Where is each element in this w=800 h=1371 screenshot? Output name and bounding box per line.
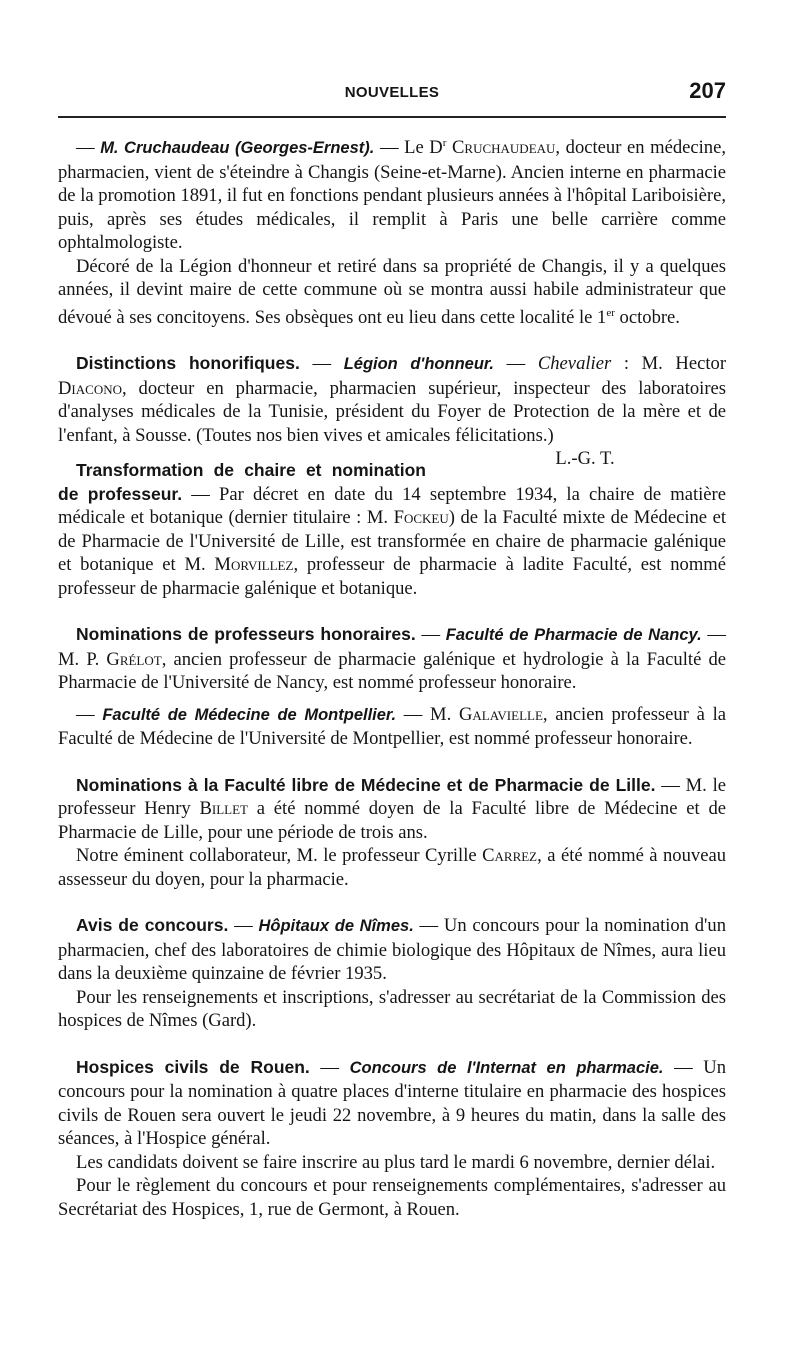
person-name: Diacono xyxy=(58,377,122,399)
transformation-section xyxy=(58,459,726,600)
lille-paragraph-2: Notre éminent collaborateur, M. le professeur Cyrille Carrez, a été nommé à nouveau assesseur du doyen, pour la pharmacie. xyxy=(58,845,726,890)
person-name: Morvillez xyxy=(214,554,294,576)
obituary-paragraph-1: — M. Cruchaudeau (Georges-Ernest). — Le $D^r$ Cruchaudeau, docteur en médecine, pharmacien, vient de s'éteindre à Changis (Seine-et-Marne). Ancien interne en pharmacie de la promotion 1891, il fut en fonctions pendant plusieurs années à l'hôpital Lariboisière, puis, après ses études médicales, il remplit à Paris une belle carrière comme ophtalmologiste. xyxy=(58,137,727,254)
transformation-heading: Transformation de chaire et nomination de professeur. xyxy=(58,460,426,504)
person-name: Cruchaudeau xyxy=(452,137,556,159)
concours-paragraph-1: Avis de concours. — Hôpitaux de Nîmes. — Un concours pour la nomination d'un pharmacien, chef des laboratoires de chimie biologique des Hôpitaux de Nîmes, aura lieu dans la deuxième quinzaine de février 1935. xyxy=(58,915,727,985)
obituary-cruchaudeau xyxy=(58,132,726,329)
transformation-paragraph: Transformation de chaire et nomination de professeur. — Par décret en date du 14 septembre 1934, la chaire de matière médicale et botanique (dernier titulaire : M. Fockeu) de la Faculté mixte de Médecine et de Pharmacie de l'Université de Lille, est transformée en chaire de pharmacie galénique et botanique et M. Morvillez, professeur de pharmacie à ladite Faculté, est nommé professeur de pharmacie galénique et botanique. xyxy=(58,460,726,599)
lille-section xyxy=(58,774,726,892)
person-name: Grélot xyxy=(106,648,162,670)
signature: L.-G. T. xyxy=(555,448,615,470)
person-name: Galavielle xyxy=(458,703,543,725)
honoraires-section xyxy=(58,623,726,751)
honoraires-heading: Nominations de professeurs honoraires. xyxy=(76,624,416,645)
distinctions-section xyxy=(58,352,727,470)
person-name: Fockeu xyxy=(393,507,449,529)
document-page xyxy=(58,72,726,1244)
concours-paragraph-2: Pour les renseignements et inscriptions, s'adresser au secrétariat de la Commission des hospices de Nîmes (Gard). xyxy=(58,986,726,1032)
person-name: Billet xyxy=(199,798,248,820)
page-header xyxy=(58,72,726,112)
rouen-paragraph-1: Hospices civils de Rouen. — Concours de l'Internat en pharmacie. — Un concours pour la nomination à quatre places d'interne titulaire en pharmacie des hospices civils de Rouen sera ouvert le jeudi 22 novembre, à 9 heures du matin, dans la salle des séances, à l'Hospice général. xyxy=(58,1056,727,1150)
rouen-section xyxy=(58,1056,726,1222)
lille-paragraph-1: Nominations à la Faculté libre de Médecine et de Pharmacie de Lille. — M. le professeur Henry Billet a été nommé doyen de la Faculté libre de Médecine et de Pharmacie de Lille, pour une période de trois ans. xyxy=(58,774,727,843)
page-number: 207 xyxy=(689,78,726,103)
person-name: Carrez xyxy=(482,845,538,867)
lille-heading: Nominations à la Faculté libre de Médecine et de Pharmacie de Lille. xyxy=(76,774,656,795)
rouen-paragraph-3: Pour le règlement du concours et pour renseignements complémentaires, s'adresser au Secrétariat des Hospices, 1, rue de Germont, à Rouen. xyxy=(58,1175,726,1220)
obituary-heading: M. Cruchaudeau (Georges-Ernest). xyxy=(100,139,375,158)
concours-heading: Avis de concours. xyxy=(76,915,229,936)
rouen-heading: Hospices civils de Rouen. xyxy=(76,1056,310,1077)
rouen-paragraph-2: Les candidats doivent se faire inscrire au plus tard le mardi 6 novembre, dernier délai. xyxy=(76,1151,716,1173)
honoraires-paragraph-1: Nominations de professeurs honoraires. — Faculté de Pharmacie de Nancy. — M. P. Grélot, ancien professeur de pharmacie galénique et hydrologie à la Faculté de Pharmacie de l'Université de Nancy, est nommé professeur honoraire. xyxy=(58,624,727,694)
header-rule xyxy=(58,116,726,118)
running-title: NOUVELLES xyxy=(344,84,440,101)
honoraires-paragraph-2: — Faculté de Médecine de Montpellier. — M. Galavielle, ancien professeur à la Faculté de Médecine de l'Université de Montpellier, est nommé professeur honoraire. xyxy=(58,703,726,750)
obituary-paragraph-2: Décoré de la Légion d'honneur et retiré dans sa propriété de Changis, il y a quelques années, il devint maire de cette commune où se montra aussi habile administrateur que dévoué à ses concitoyens. Ses obsèques ont eu lieu dans cette localité le 1er octobre. xyxy=(58,255,726,328)
distinctions-paragraph: Distinctions honorifiques. — Légion d'honneur. — Chevalier : M. Hector Diacono, docteur en pharmacie, pharmacien supérieur, inspecteur des laboratoires d'analyses médicales de la Tunisie, président du Foyer de Protection de la mère et de l'enfant, à Sousse. (Toutes nos bien vives et amicales félicitations.) L.-G. T. xyxy=(58,353,727,470)
concours-section xyxy=(58,914,726,1033)
distinctions-heading: Distinctions honorifiques. xyxy=(76,353,300,374)
